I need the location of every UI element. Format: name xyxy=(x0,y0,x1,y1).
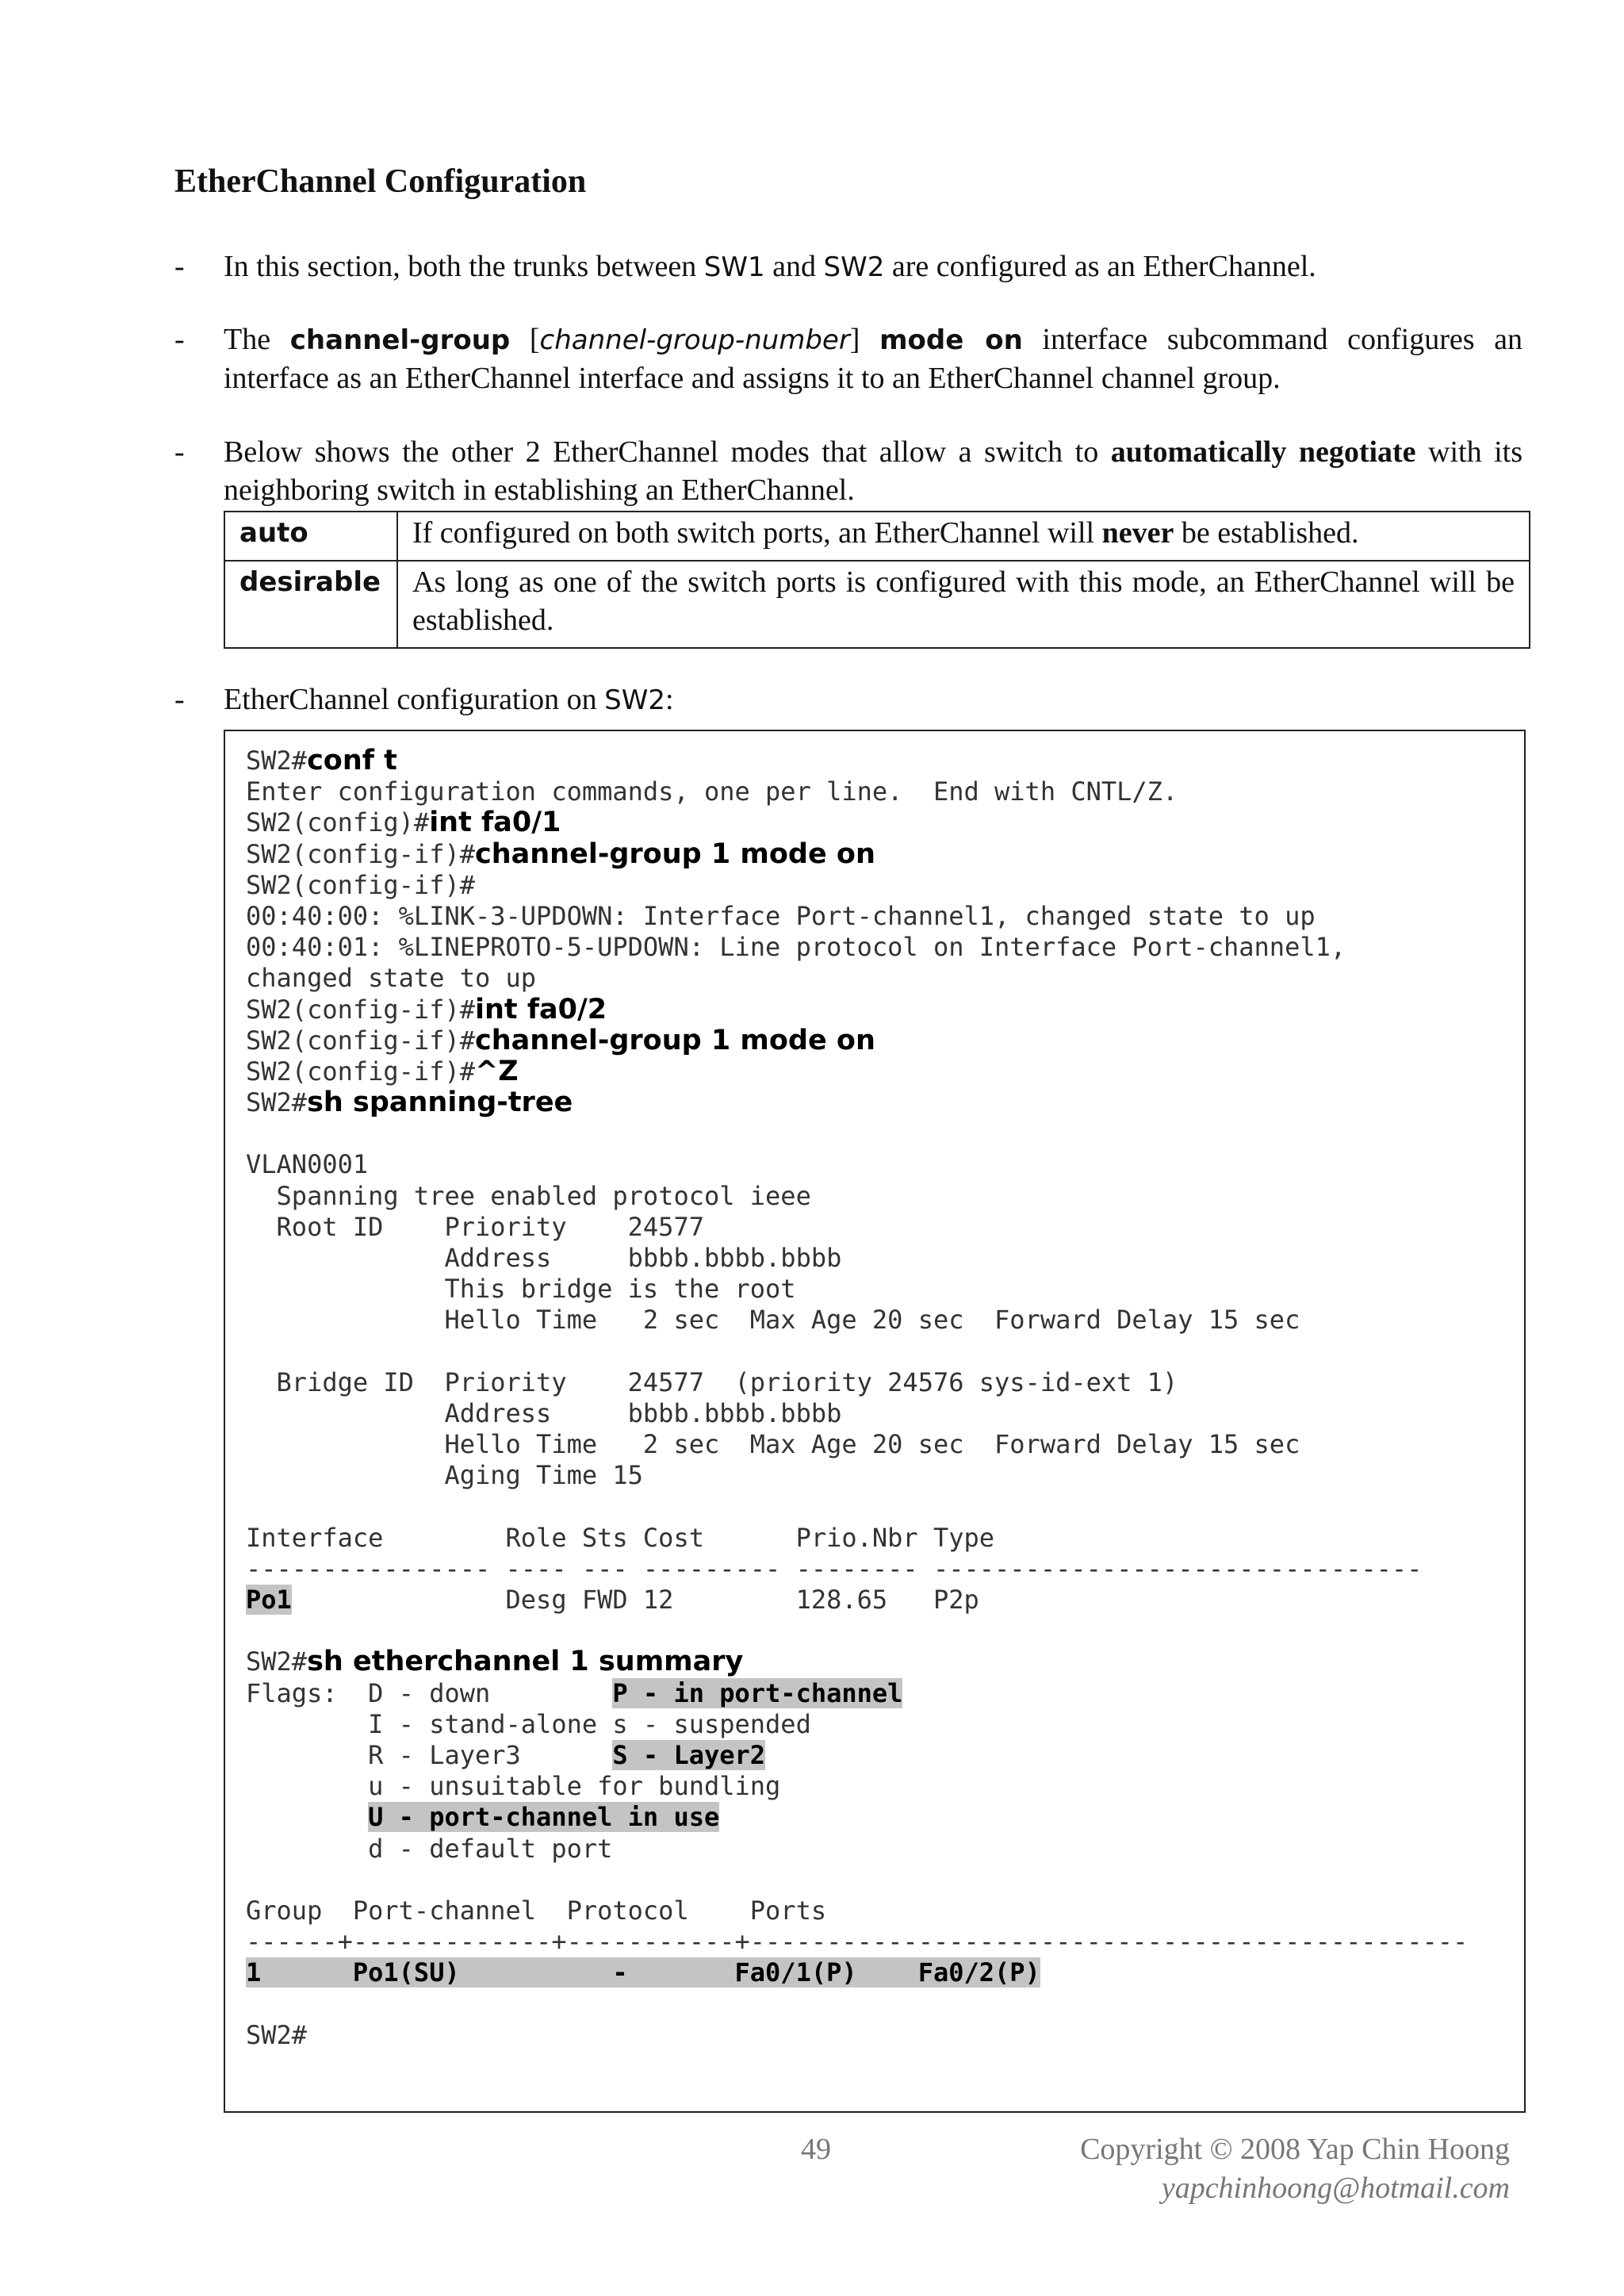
cli-line: SW2#sh spanning-tree xyxy=(246,1087,573,1119)
cli-line: SW2(config-if)#int fa0/2 xyxy=(246,993,607,1025)
mode-name: desirable xyxy=(224,561,397,648)
cli-line: U - port-channel in use xyxy=(368,1802,720,1833)
cli-blank-line xyxy=(246,1616,1516,1646)
cli-line: I - stand-alone s - suspended xyxy=(246,1708,811,1739)
cli-line: Hello Time 2 sec Max Age 20 sec Forward Delay 15 sec xyxy=(246,1429,1300,1460)
cli-blank-line xyxy=(246,1336,1516,1367)
cli-line: SW2(config-if)#^Z xyxy=(246,1055,519,1087)
cli-line: Bridge ID Priority 24577 (priority 24576 sys-id-ext 1) xyxy=(246,1366,1178,1397)
cli-line: SW2(config-if)#channel-group 1 mode on xyxy=(246,1024,875,1056)
cli-line: SW2(config-if)#channel-group 1 mode on xyxy=(246,838,875,870)
bullet-2-text: The channel-group [channel-group-number] mode on interface subcommand configures an interface as an EtherChannel interface and assigns it to an EtherChannel channel group. xyxy=(224,323,1523,395)
cli-line: 1 Po1(SU) - Fa0/1(P) Fa0/2(P) xyxy=(246,1957,1040,1988)
copyright-notice: Copyright © 2008 Yap Chin Hoong xyxy=(1080,2133,1510,2166)
cli-line: 00:40:01: %LINEPROTO-5-UPDOWN: Line protocol on Interface Port-channel1, xyxy=(246,932,1346,963)
cli-line: 00:40:00: %LINK-3-UPDOWN: Interface Port-channel1, changed state to up xyxy=(246,900,1316,931)
cli-line: This bridge is the root xyxy=(246,1274,796,1305)
cli-line: Spanning tree enabled protocol ieee xyxy=(246,1180,811,1211)
cli-blank-line xyxy=(246,1492,1516,1523)
cli-line: SW2#conf t xyxy=(246,745,397,776)
cli-blank-line xyxy=(246,1118,1516,1149)
cli-line: Address bbbb.bbbb.bbbb xyxy=(246,1243,842,1273)
cli-line: SW2(config-if)# xyxy=(246,869,475,900)
cli-line: Enter configuration commands, one per line. End with CNTL/Z. xyxy=(246,776,1178,807)
etherchannel-modes-table xyxy=(224,511,1530,649)
cli-line: R - Layer3 S - Layer2 xyxy=(246,1740,766,1770)
mode-description: As long as one of the switch ports is configured with this mode, an EtherChannel will be established. xyxy=(397,561,1530,648)
cli-line: ---------------- ---- --- --------- -------- -------------------------------- xyxy=(246,1553,1423,1584)
table-row xyxy=(224,561,1530,648)
page-number: 49 xyxy=(801,2133,831,2166)
cli-line: SW2(config)#int fa0/1 xyxy=(246,807,561,839)
cli-line: Hello Time 2 sec Max Age 20 sec Forward Delay 15 sec xyxy=(246,1305,1300,1336)
cli-output-box xyxy=(224,730,1526,2113)
document-page: EtherChannel Configuration - In this section, both the trunks between SW1 and SW2 are configured as an EtherChannel. - The channel-group [channel-group-number] mode on interface subcommand configures an interface as an EtherChannel interface and assigns it to an EtherChannel channel group. - Below shows the other 2 EtherChannel modes that allow a switch to automatically negotiate with its neighboring switch in establishing an EtherChannel. auto If configured on both switch ports, an EtherChannel will never be established. desirable As long as one of the switch ports is configured with this mode, an EtherChannel will be established. - EtherChannel configuration on SW2: SW2#conf t Enter configuration commands, one per line. End with CNTL/Z. SW2(config)#int fa0/1 SW2(config-if)#channel-group 1 mode on SW2(config-if)# 00:40:00: %LINK-3-UPDOWN: Interface Port-channel1, changed state to up 00:40:01: %LINEPROTO-5-UPDOWN: Line protocol on Interface Port-channel1, changed state to up SW2(config-if)#int fa0/2 SW2(config-if)#channel-group 1 mode on SW2(config-if)#^Z SW2#sh spanning-tree VLAN0001 Spanning tree enabled protocol ieee Root ID Priority 24577 Address bbbb.bbbb.bbbb This bridge is the root Hello Time 2 sec Max Age 20 sec Forward Delay 15 sec Bridge ID Priority 24577 (priority 24576 sys-id-ext 1) Address bbbb.bbbb.bbbb Hello Time 2 sec Max Age 20 sec Forward Delay 15 sec Aging Time 15 Interface Role Sts Cost Prio.Nbr Type ---------------- ---- --- --------- -------- -------------------------------- Po1 Desg FWD 12 128.65 P2p SW2#sh etherchannel 1 summary Flags: D - down P - in port-channel I - stand-alone s - suspended R - Layer3 S - Layer2 u - unsuitable for bundling U - port-channel in use d - default port Group Port-channel Protocol Ports ------+-------------+-----------+----------------------------------------------- 1 Po1(SU) - Fa0/1(P) Fa0/2(P) SW2# 49 Copyright © 2008 Yap Chin Hoong yapchinhoong@hotmail.com xyxy=(0,0,1624,2296)
mode-name: auto xyxy=(224,512,397,561)
cli-line: Address bbbb.bbbb.bbbb xyxy=(246,1397,842,1428)
bullet-1-text: In this section, both the trunks between SW1 and SW2 are configured as an EtherChannel. xyxy=(224,250,1316,283)
cli-line: changed state to up xyxy=(246,963,537,994)
cli-blank-line xyxy=(246,1865,1516,1895)
cli-line: ------+-------------+-----------+----------------------------------------------- xyxy=(246,1926,1469,1957)
cli-line: Flags: D - down P - in port-channel xyxy=(246,1677,903,1708)
cli-line: SW2#sh etherchannel 1 summary xyxy=(246,1646,744,1678)
cli-line: u - unsuitable for bundling xyxy=(246,1771,781,1802)
table-row xyxy=(224,512,1530,561)
cli-line: d - default port xyxy=(246,1833,613,1864)
bullet-3-text: Below shows the other 2 EtherChannel modes that allow a switch to automatically negotiate with its neighboring switch in establishing an EtherChannel. xyxy=(224,435,1522,507)
cli-line: VLAN0001 xyxy=(246,1149,369,1180)
cli-blank-line xyxy=(246,1989,1516,2020)
bullet-4-text: EtherChannel configuration on SW2: xyxy=(224,683,674,716)
mode-description: If configured on both switch ports, an EtherChannel will never be established. xyxy=(397,512,1530,561)
author-email: yapchinhoong@hotmail.com xyxy=(1161,2171,1510,2205)
cli-line: Root ID Priority 24577 xyxy=(246,1211,704,1242)
section-title: EtherChannel Configuration xyxy=(174,163,587,200)
cli-line: Po1 Desg FWD 12 128.65 P2p xyxy=(246,1585,979,1616)
cli-line: SW2# xyxy=(246,2019,308,2050)
cli-line: Interface Role Sts Cost Prio.Nbr Type xyxy=(246,1522,995,1553)
cli-line: Group Port-channel Protocol Ports xyxy=(246,1895,827,1926)
cli-line: Aging Time 15 xyxy=(246,1460,643,1491)
